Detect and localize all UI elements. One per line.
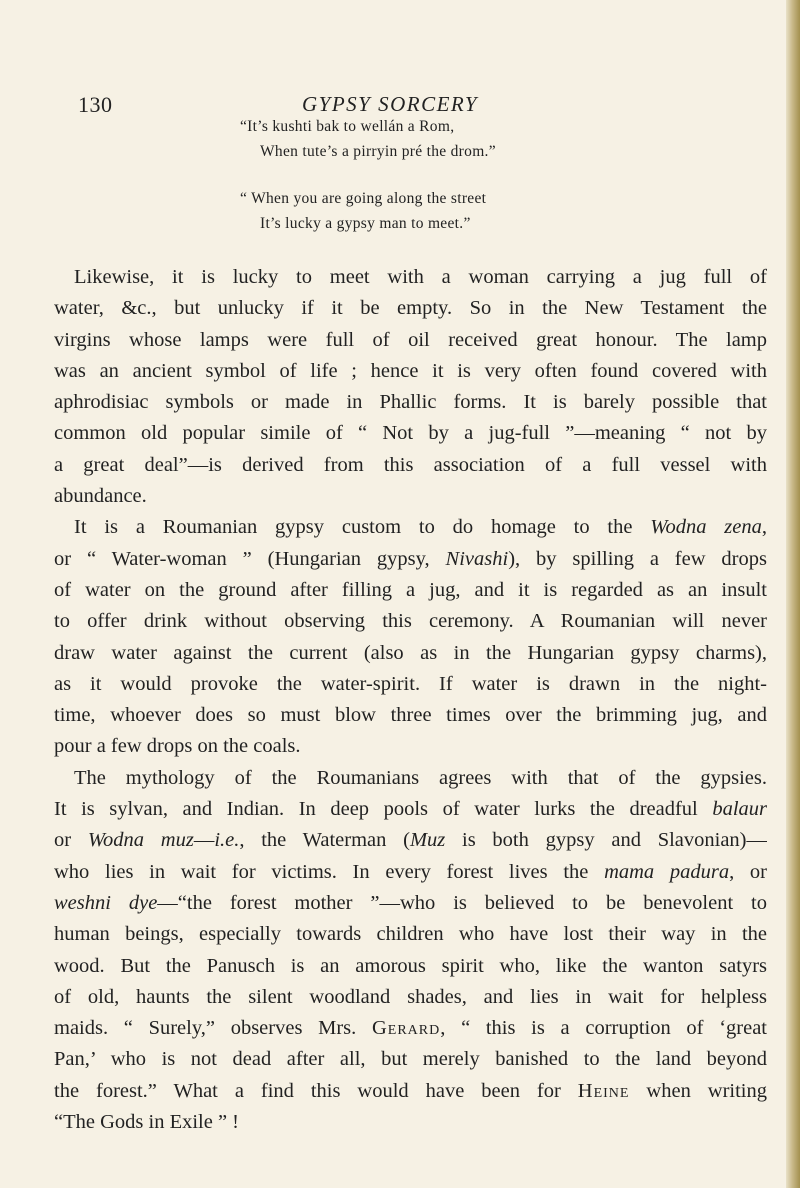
text-line: “The Gods in Exile ” !: [54, 1111, 240, 1134]
text-line: abundance.: [54, 485, 147, 508]
text-line: maids. “ Surely,” observes Mrs. Gerard, “ this is a corruption of ‘great: [54, 1017, 767, 1040]
verse-english: [240, 186, 486, 236]
text-line: Likewise, it is lucky to meet with a woman carrying a jug full of: [74, 266, 767, 288]
verse-line: When tute’s a pirryin pré the drom.”: [260, 143, 496, 160]
text-line: Pan,’ who is not dead after all, but merely banished to the land beyond: [54, 1048, 767, 1071]
text-line: a great deal”—is derived from this association of a full vessel with: [54, 453, 767, 476]
text-line: weshni dye—“the forest mother ”—who is believed to be benevolent to: [54, 891, 767, 914]
text-line: or “ Water-woman ” (Hungarian gypsy, Nivashi), by spilling a few drops: [54, 547, 767, 570]
italic-term: Wodna muz: [87, 829, 194, 852]
text-line: wood. But the Panusch is an amorous spirit who, like the wanton satyrs: [54, 954, 767, 977]
running-head: GYPSY SORCERY: [301, 92, 479, 116]
italic-term: i.e.: [214, 829, 240, 852]
small-caps-name: Gerard: [371, 1017, 441, 1040]
page-number: 130: [78, 92, 113, 117]
text-line: was an ancient symbol of life ; hence it is very often found covered with: [54, 359, 767, 382]
verse-line: It’s lucky a gypsy man to meet.”: [260, 215, 471, 232]
verse-line: “ When you are going along the street: [240, 190, 487, 207]
body-text: [54, 262, 767, 1138]
text-line: aphrodisiac symbols or made in Phallic forms. It is barely possible that: [54, 391, 767, 414]
text-line: draw water against the current (also as in the Hungarian gypsy charms),: [54, 641, 767, 664]
italic-term: Nivashi: [445, 547, 509, 570]
small-caps-name: Heine: [577, 1079, 630, 1102]
text-line: The mythology of the Roumanians agrees with that of the gypsies.: [74, 766, 767, 789]
text-line: virgins whose lamps were full of oil received great honour. The lamp: [54, 328, 767, 351]
italic-term: mama padura: [604, 860, 730, 883]
italic-term: balaur: [712, 798, 767, 821]
italic-term: Wodna zena: [650, 516, 762, 539]
verse-line: “It’s kushti bak to wellán a Rom,: [240, 118, 455, 135]
text-line: or Wodna muz—i.e., the Waterman (Muz is both gypsy and Slavonian)—: [54, 829, 767, 852]
italic-term: weshni dye: [54, 891, 158, 914]
text-line: pour a few drops on the coals.: [54, 735, 301, 758]
text-line: the forest.” What a find this would have been for Heine when writing: [54, 1079, 767, 1102]
text-line: It is sylvan, and Indian. In deep pools of water lurks the dreadful balaur: [54, 798, 767, 821]
verse-romani: [240, 114, 496, 164]
page-edge-shadow: [786, 0, 800, 1188]
text-line: of water on the ground after filling a jug, and it is regarded as an insult: [54, 578, 767, 601]
text-line: human beings, especially towards children who have lost their way in the: [54, 923, 767, 946]
text-line: to offer drink without observing this ceremony. A Roumanian will never: [54, 610, 767, 633]
text-line: It is a Roumanian gypsy custom to do homage to the Wodna zena,: [74, 516, 767, 539]
text-line: of old, haunts the silent woodland shades, and lies in wait for helpless: [54, 985, 767, 1008]
text-line: water, &c., but unlucky if it be empty. So in the New Testament the: [54, 297, 767, 320]
text-line: common old popular simile of “ Not by a jug-full ”—meaning “ not by: [54, 422, 767, 445]
italic-term: Muz: [409, 829, 446, 852]
text-line: time, whoever does so must blow three times over the brimming jug, and: [54, 704, 767, 727]
text-line: who lies in wait for victims. In every forest lives the mama padura, or: [54, 860, 767, 883]
text-line: as it would provoke the water-spirit. If water is drawn in the night-: [54, 672, 767, 695]
